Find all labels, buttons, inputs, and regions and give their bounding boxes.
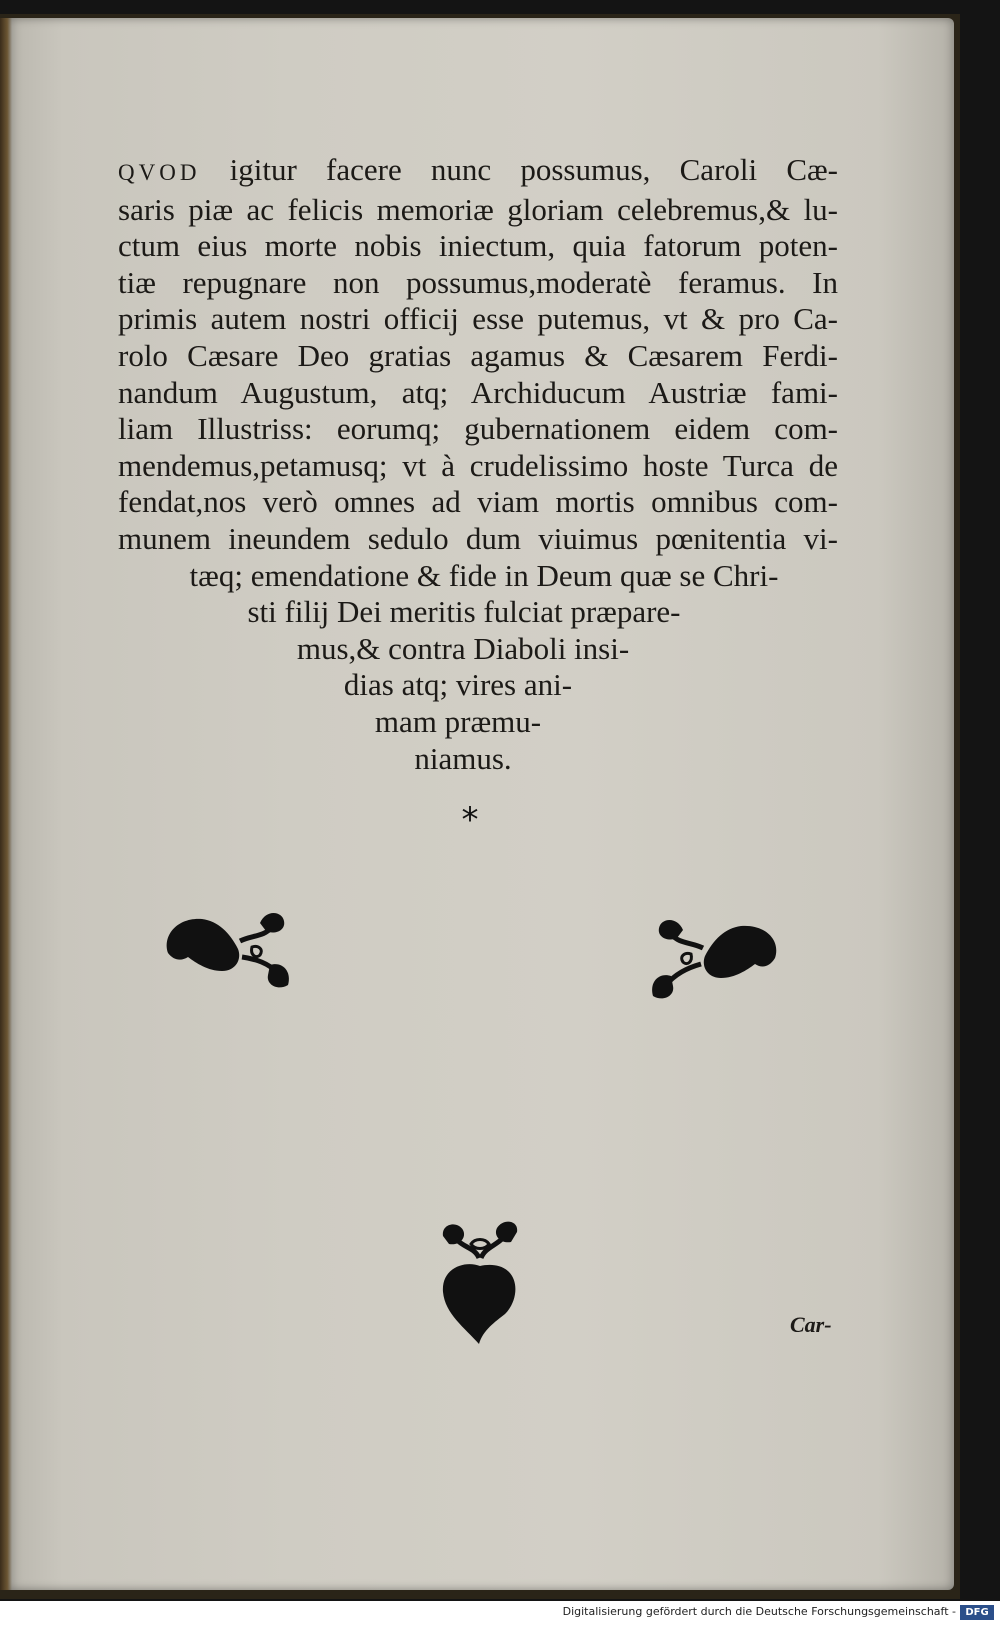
text-line-9: mendemus,petamusq; vt à crudelissimo hoste Turca de	[118, 447, 838, 483]
text-line-5: primis autem nostri officij esse putemus, vt & pro Ca-	[118, 301, 838, 337]
text-line-13: sti filij Dei meritis fulciat præpare-	[247, 594, 681, 630]
text-line-11: munem ineundem sedulo dum viuimus pœnitentia vi-	[118, 520, 838, 556]
fleuron-bottom-icon	[435, 1218, 525, 1348]
dfg-logo: DFG	[960, 1605, 994, 1620]
text-line-7: nandum Augustum, atq; Archiducum Austriæ fami-	[118, 374, 838, 410]
text-line-3: ctum eius morte nobis iniectum, quia fatorum poten-	[118, 228, 838, 264]
text-line-15: dias atq; vires ani-	[343, 667, 573, 703]
catchword: Car-	[790, 1312, 832, 1337]
body-text	[118, 152, 838, 777]
book-spine-shadow	[0, 18, 12, 1590]
fleuron-left-icon	[160, 905, 295, 995]
asterisk-ornament: *	[461, 800, 479, 840]
drop-word: QVOD	[118, 160, 201, 185]
footer-credit: Digitalisierung gefördert durch die Deutsche Forschungsgemeinschaft -	[562, 1605, 956, 1618]
text-line-16: mam præmu-	[374, 703, 542, 739]
text-line-14: mus,& contra Diaboli insi-	[296, 630, 630, 666]
text-line-12: tæq; emendatione & fide in Deum quæ se Chri-	[189, 557, 779, 593]
text-line-10: fendat,nos verò omnes ad viam mortis omnibus com-	[118, 484, 838, 520]
fleuron-right-icon	[645, 912, 783, 1004]
text-line-6: rolo Cæsare Deo gratias agamus & Cæsarem Ferdi-	[118, 337, 838, 373]
text-line-1: QVOD igitur facere nunc possumus, Caroli Cæ-	[118, 152, 838, 187]
text-line-2: saris piæ ac felicis memoriæ gloriam celebremus,& lu-	[118, 191, 838, 227]
footer-bar	[0, 1601, 1000, 1625]
text-line-4: tiæ repugnare non possumus,moderatè feramus. In	[118, 264, 838, 300]
text-line-8: liam Illustriss: eorumq; gubernationem eidem com-	[118, 411, 838, 447]
text-line-17: niamus.	[414, 740, 512, 776]
